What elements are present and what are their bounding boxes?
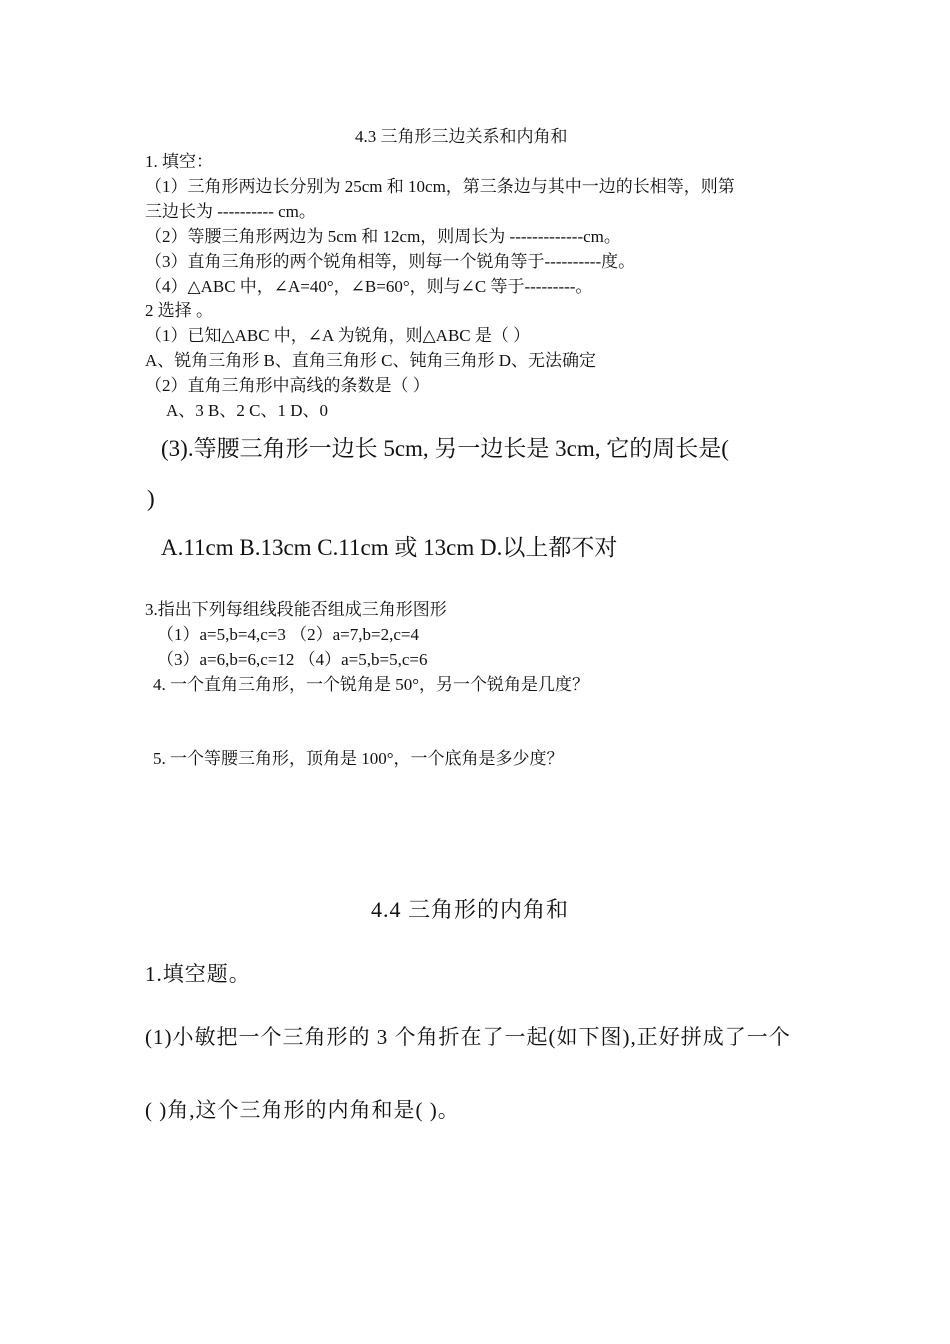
q2-heading: 2 选择 。 [145, 301, 213, 320]
q2-3-line2: ) [147, 486, 155, 511]
q1-2: （2）等腰三角形两边为 5cm 和 12cm，则周长为 -------------cm。 [145, 227, 621, 246]
s44-q1-1-line1: (1)小敏把一个三角形的 3 个角折在了一起(如下图),正好拼成了一个 [145, 1025, 791, 1049]
q1-3: （3）直角三角形的两个锐角相等，则每一个锐角等于----------度。 [145, 252, 636, 271]
s44-q1-1-line2: ( )角,这个三角形的内角和是( )。 [145, 1098, 460, 1122]
q2-3-line1: (3).等腰三角形一边长 5cm, 另一边长是 3cm, 它的周长是( [161, 436, 729, 461]
q4: 4. 一个直角三角形，一个锐角是 50°，另一个锐角是几度？ [153, 675, 590, 694]
q3-row2: （3）a=6,b=6,c=12 （4）a=5,b=5,c=6 [157, 650, 428, 669]
q1-4: （4）△ABC 中，∠A=40°，∠B=60°，则与∠C 等于---------。 [145, 277, 593, 296]
q2-1: （1）已知△ABC 中，∠A 为锐角，则△ABC 是（ ） [145, 326, 531, 345]
q5: 5. 一个等腰三角形，顶角是 100°，一个底角是多少度？ [153, 749, 564, 768]
q1-1-line2: 三边长为 ---------- cm。 [145, 202, 316, 221]
q1-1-line1: （1）三角形两边长分别为 25cm 和 10cm，第三条边与其中一边的长相等，则第 [145, 177, 735, 196]
section-43-title: 4.3 三角形三边关系和内角和 [355, 127, 568, 146]
s44-q1-heading: 1.填空题。 [145, 962, 251, 986]
q3-row1: （1）a=5,b=4,c=3 （2）a=7,b=2,c=4 [157, 625, 419, 644]
q2-3-options: A.11cm B.13cm C.11cm 或 13cm D.以上都不对 [161, 535, 618, 560]
q2-2: （2）直角三角形中高线的条数是（ ） [145, 376, 430, 395]
section-44-title: 4.4 三角形的内角和 [371, 897, 570, 922]
q2-2-options: A、3 B、2 C、1 D、0 [166, 401, 328, 420]
q3-heading: 3.指出下列每组线段能否组成三角形图形 [145, 600, 447, 619]
q1-heading: 1. 填空： [145, 152, 213, 171]
q2-1-options: A、锐角三角形 B、直角三角形 C、钝角三角形 D、无法确定 [145, 351, 596, 370]
